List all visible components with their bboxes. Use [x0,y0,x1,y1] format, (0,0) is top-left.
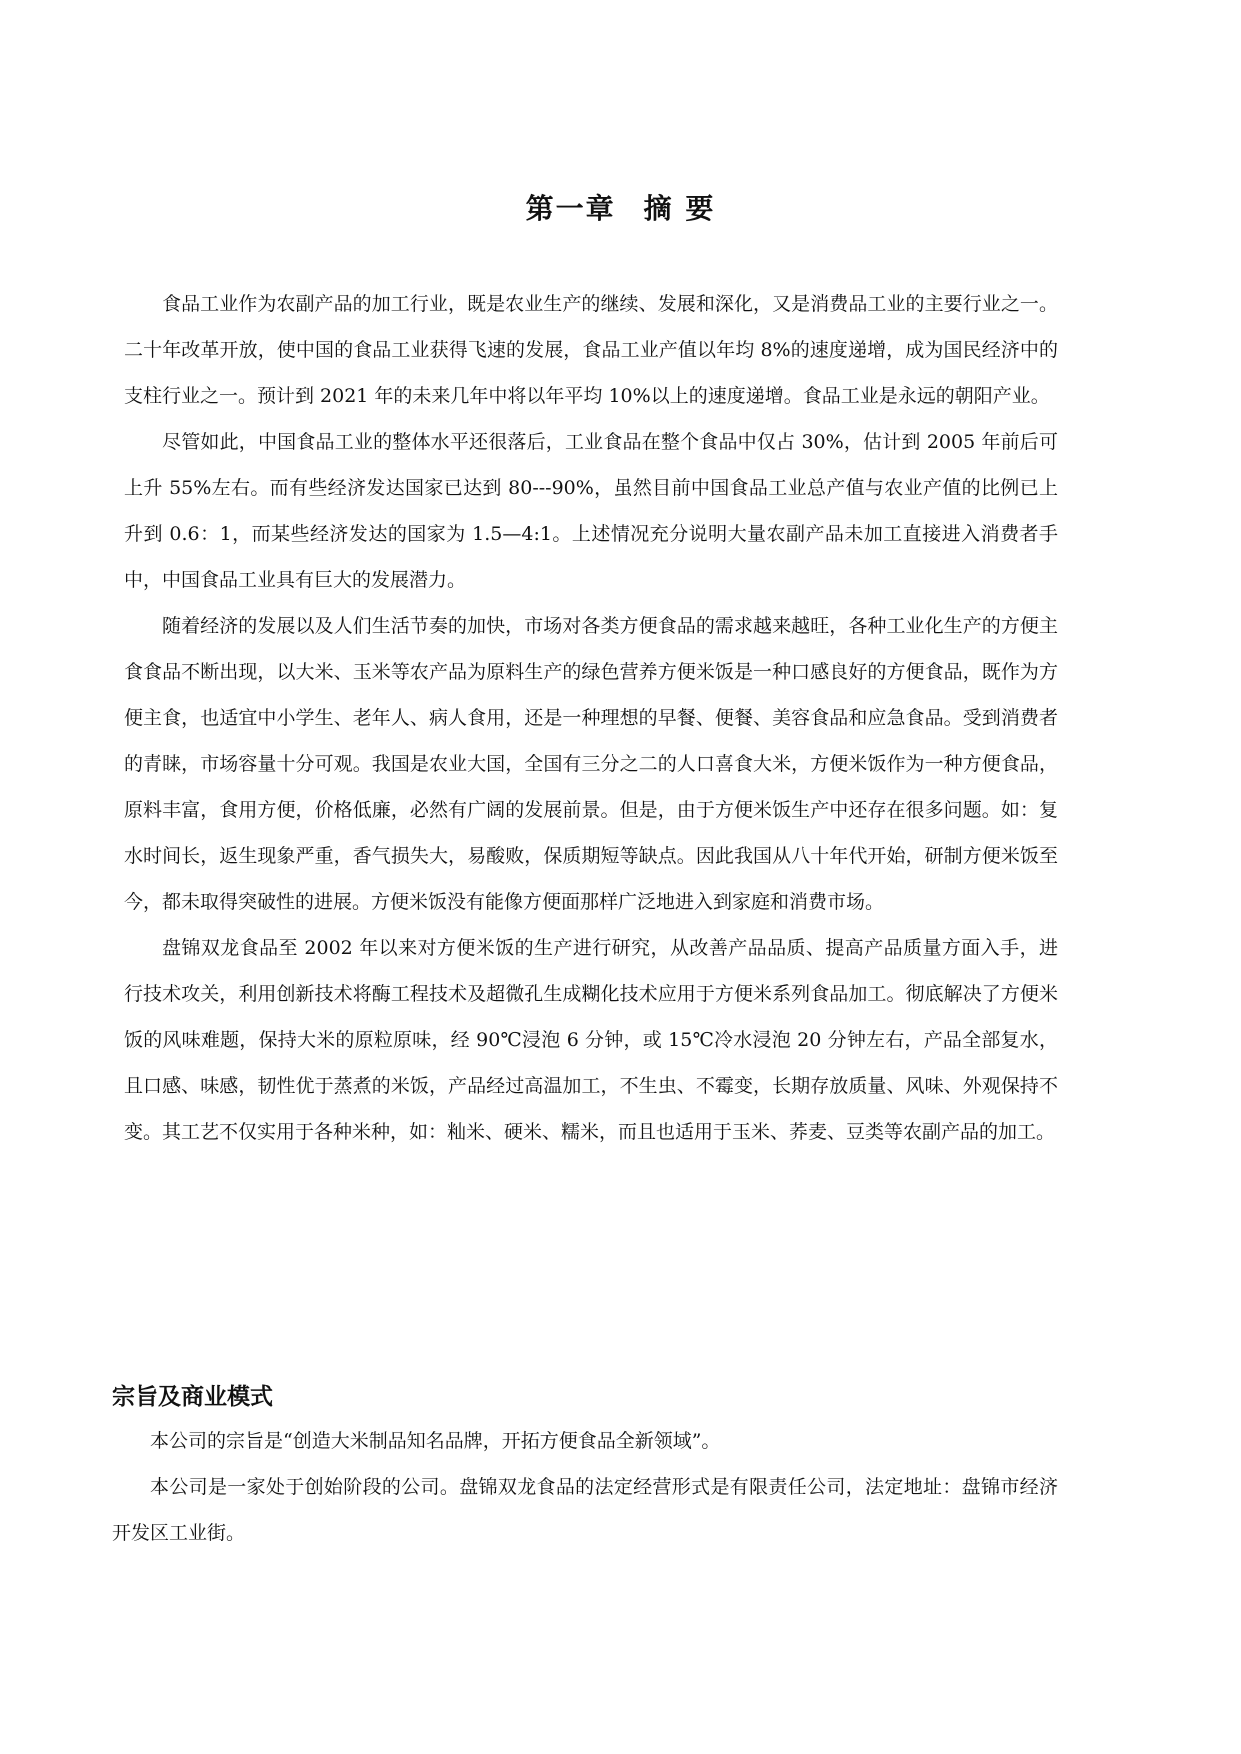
summary-body [124,281,1058,1155]
section-body [112,1418,1058,1556]
paragraph-food-industry: 食品工业作为农副产品的加工行业，既是农业生产的继续、发展和深化，又是消费品工业的主要行业之一。二十年改革开放，使中国的食品工业获得飞速的发展，食品工业产值以年均 8%的速度递增，成为国民经济中的支柱行业之一。预计到 2021 年的未来几年中将以年平均 10%以上的速度递增。食品工业是永远的朝阳产业。 [124,293,1058,407]
paragraph-instant-rice-market: 随着经济的发展以及人们生活节奏的加快，市场对各类方便食品的需求越来越旺，各种工业化生产的方便主食食品不断出现，以大米、玉米等农产品为原料生产的绿色营养方便米饭是一种口感良好的方便食品，既作为方便主食，也适宜中小学生、老年人、病人食用，还是一种理想的早餐、便餐、美容食品和应急食品。受到消费者的青睐，市场容量十分可观。我国是农业大国，全国有三分之二的人口喜食大米，方便米饭作为一种方便食品，原料丰富，食用方便，价格低廉，必然有广阔的发展前景。但是，由于方便米饭生产中还存在很多问题。如：复水时间长，返生现象严重，香气损失大，易酸败，保质期短等缺点。因此我国从八十年代开始，研制方便米饭至今，都未取得突破性的进展。方便米饭没有能像方便面那样广泛地进入到家庭和消费市场。 [124,615,1058,913]
paragraph-industry-level: 尽管如此，中国食品工业的整体水平还很落后，工业食品在整个食品中仅占 30%，估计到 2005 年前后可上升 55%左右。而有些经济发达国家已达到 80---90%，虽然目前中国食品工业总产值与农业产值的比例已上升到 0.6：1，而某些经济发达的国家为 1.5—4:1。上述情况充分说明大量农副产品未加工直接进入消费者手中，中国食品工业具有巨大的发展潜力。 [124,431,1058,591]
paragraph-company-technology: 盘锦双龙食品至 2002 年以来对方便米饭的生产进行研究，从改善产品品质、提高产品质量方面入手，进行技术攻关，利用创新技术将酶工程技术及超微孔生成糊化技术应用于方便米系列食品加工。彻底解决了方便米饭的风味难题，保持大米的原粒原味，经 90℃浸泡 6 分钟，或 15℃冷水浸泡 20 分钟左右，产品全部复水，且口感、味感，韧性优于蒸煮的米饭，产品经过高温加工，不生虫、不霉变，长期存放质量、风味、外观保持不变。其工艺不仅实用于各种米种，如：籼米、硬米、糯米，而且也适用于玉米、荞麦、豆类等农副产品的加工。 [124,937,1058,1143]
paragraph-mission: 本公司的宗旨是“创造大米制品知名品牌，开拓方便食品全新领域”。 [150,1430,721,1452]
chapter-label: 第一章 [525,192,616,225]
chapter-title [0,187,1241,227]
paragraph-company-form: 本公司是一家处于创始阶段的公司。盘锦双龙食品的法定经营形式是有限责任公司，法定地址：盘锦市经济开发区工业街。 [112,1476,1058,1544]
chapter-heading: 摘 要 [643,192,716,225]
section-heading: 宗旨及商业模式 [112,1384,273,1410]
